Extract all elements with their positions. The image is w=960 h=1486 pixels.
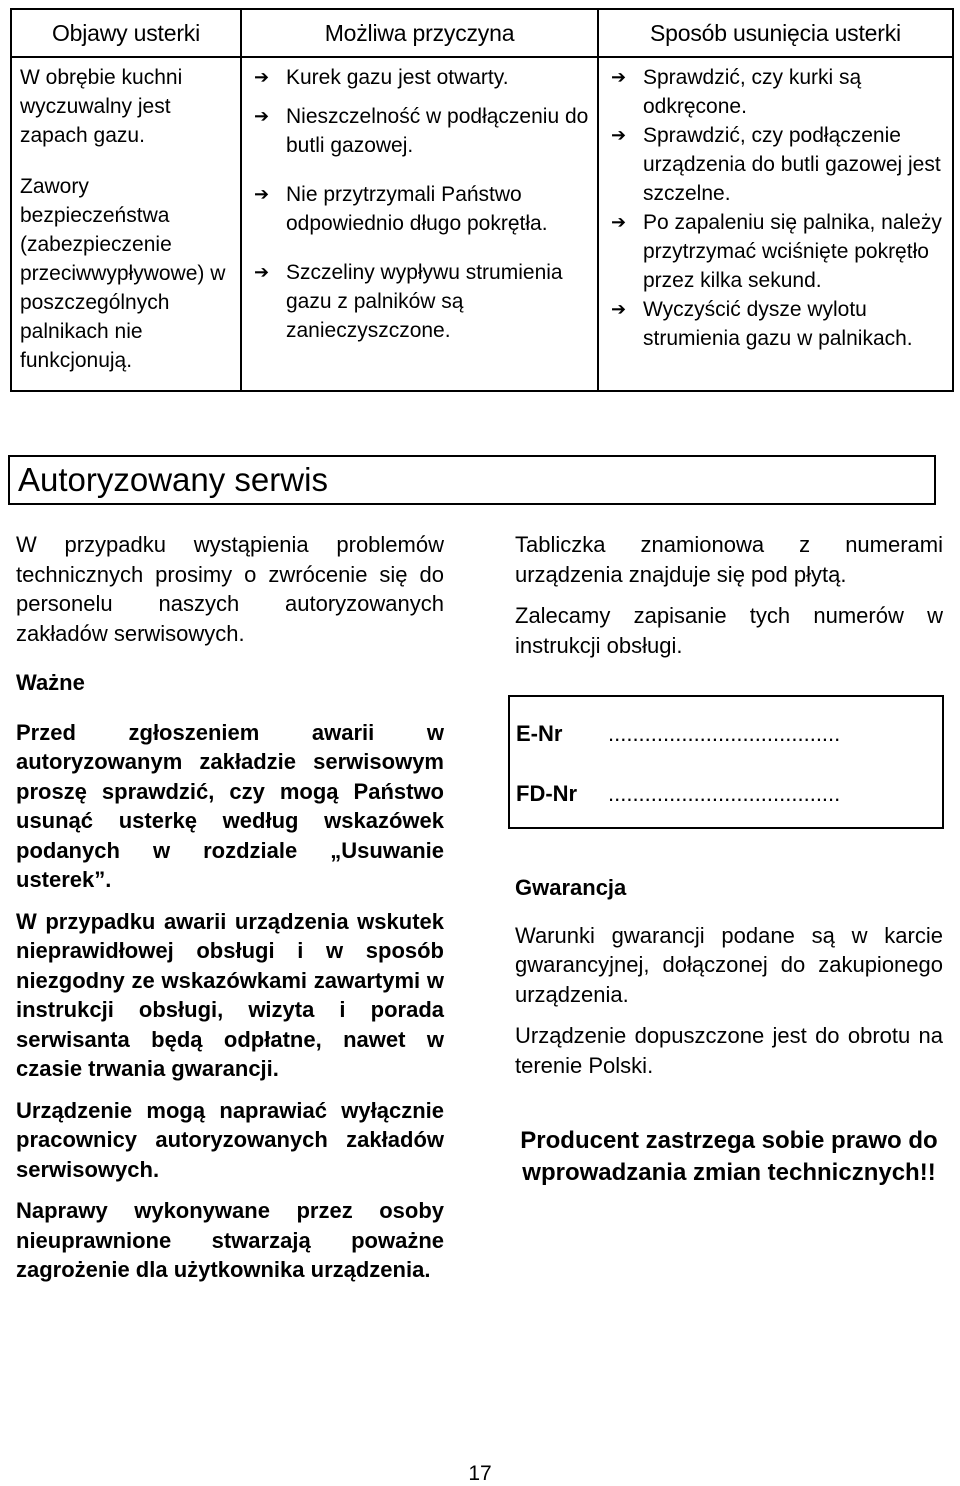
header-remedies: Sposób usunięcia usterki (598, 9, 953, 57)
arrow-right-icon: ➔ (611, 299, 627, 319)
important-paragraph-1: Przed zgłoszeniem awarii w autoryzowanym zakładzie serwisowym proszę sprawdzić, czy mogą Państwo usunąć usterkę według wskazówek podanych w rozdziale „Usuwanie usterek”. (16, 719, 444, 892)
remedies-cell (598, 57, 953, 391)
important-paragraph-2: W przypadku awarii urządzenia wskutek nieprawidłowej obsługi i w sposób niezgodny ze wskazówkami zawartymi w instrukcji obsługi, wizyta i porada serwisanta będą odpłatne, nawet w czasie trwania gwarancji. (16, 908, 444, 1081)
symptom-safety-valves: Zawory bezpieczeństwa (zabezpieczenie przeciwwypływowe) w poszczególnych palnikach nie funkcjonują. (20, 175, 226, 372)
enr-value: ...................................... (608, 721, 841, 746)
arrow-right-icon: ➔ (254, 262, 270, 282)
warranty-text-1: Warunki gwarancji podane są w karcie gwarancyjnej, dołączonej do zakupionego urządzenia. (515, 922, 943, 1007)
arrow-right-icon: ➔ (254, 106, 270, 126)
arrow-right-icon: ➔ (254, 67, 270, 87)
important-heading: Ważne (16, 670, 85, 695)
remedy-item: ➔ Sprawdzić, czy podłączenie urządzenia do butli gazowej jest szczelne. (607, 121, 944, 208)
number-box (508, 695, 944, 829)
service-left-column (16, 530, 444, 1297)
remedy-item: ➔ Po zapaleniu się palnika, należy przytrzymać wciśnięte pokrętło przez kilka sekund. (607, 208, 944, 295)
warranty-text-2: Urządzenie dopuszczone jest do obrotu na terenie Polski. (515, 1023, 943, 1078)
fdnr-line (516, 781, 840, 807)
table-row (11, 57, 953, 391)
arrow-right-icon: ➔ (254, 184, 270, 204)
troubleshooting-table (10, 8, 954, 392)
causes-cell (241, 57, 598, 391)
warranty-heading: Gwarancja (515, 875, 627, 900)
enr-line (516, 721, 840, 747)
cause-item: ➔ Szczeliny wypływu strumienia gazu z palników są zanieczyszczone. (250, 258, 589, 345)
arrow-right-icon: ➔ (611, 125, 627, 145)
remedy-item: ➔ Wyczyścić dysze wylotu strumienia gazu w palnikach. (607, 295, 944, 353)
fdnr-label: FD-Nr (516, 781, 578, 806)
cause-item: ➔ Nieszczelność w podłączeniu do butli gazowej. (250, 102, 589, 160)
header-symptoms: Objawy usterki (11, 9, 241, 57)
table-header-row (11, 9, 953, 57)
arrow-right-icon: ➔ (611, 67, 627, 87)
warranty-section (515, 873, 943, 1092)
fdnr-value: ...................................... (608, 781, 841, 806)
symptoms-cell (11, 57, 241, 391)
rating-plate-text-1: Tabliczka znamionowa z numerami urządzenia znajduje się pod płytą. (515, 532, 943, 587)
important-paragraph-4: Naprawy wykonywane przez osoby nieuprawnione stwarzają poważne zagrożenie dla użytkownika urządzenia. (16, 1198, 444, 1282)
arrow-right-icon: ➔ (611, 212, 627, 232)
symptom-gas-smell: W obrębie kuchni wyczuwalny jest zapach gazu. (20, 66, 183, 147)
remedy-item: ➔ Sprawdzić, czy kurki są odkręcone. (607, 63, 944, 121)
producer-note: Producent zastrzega sobie prawo do wprowadzania zmian technicznych!! (520, 1127, 938, 1186)
page-number: 17 (468, 1462, 492, 1485)
service-heading: Autoryzowany serwis (8, 455, 936, 505)
important-paragraph-3: Urządzenie mogą naprawiać wyłącznie pracownicy autoryzowanych zakładów serwisowych. (16, 1097, 444, 1182)
service-intro: W przypadku wystąpienia problemów technicznych prosimy o zwrócenie się do personelu naszych autoryzowanych zakładów serwisowych. (16, 532, 444, 646)
header-causes: Możliwa przyczyna (241, 9, 598, 57)
rating-plate-info (515, 530, 943, 672)
cause-item: ➔ Nie przytrzymali Państwo odpowiednio długo pokrętła. (250, 180, 589, 238)
cause-item: ➔ Kurek gazu jest otwarty. (250, 63, 589, 92)
rating-plate-text-2: Zalecamy zapisanie tych numerów w instrukcji obsługi. (515, 603, 943, 658)
enr-label: E-Nr (516, 721, 563, 746)
